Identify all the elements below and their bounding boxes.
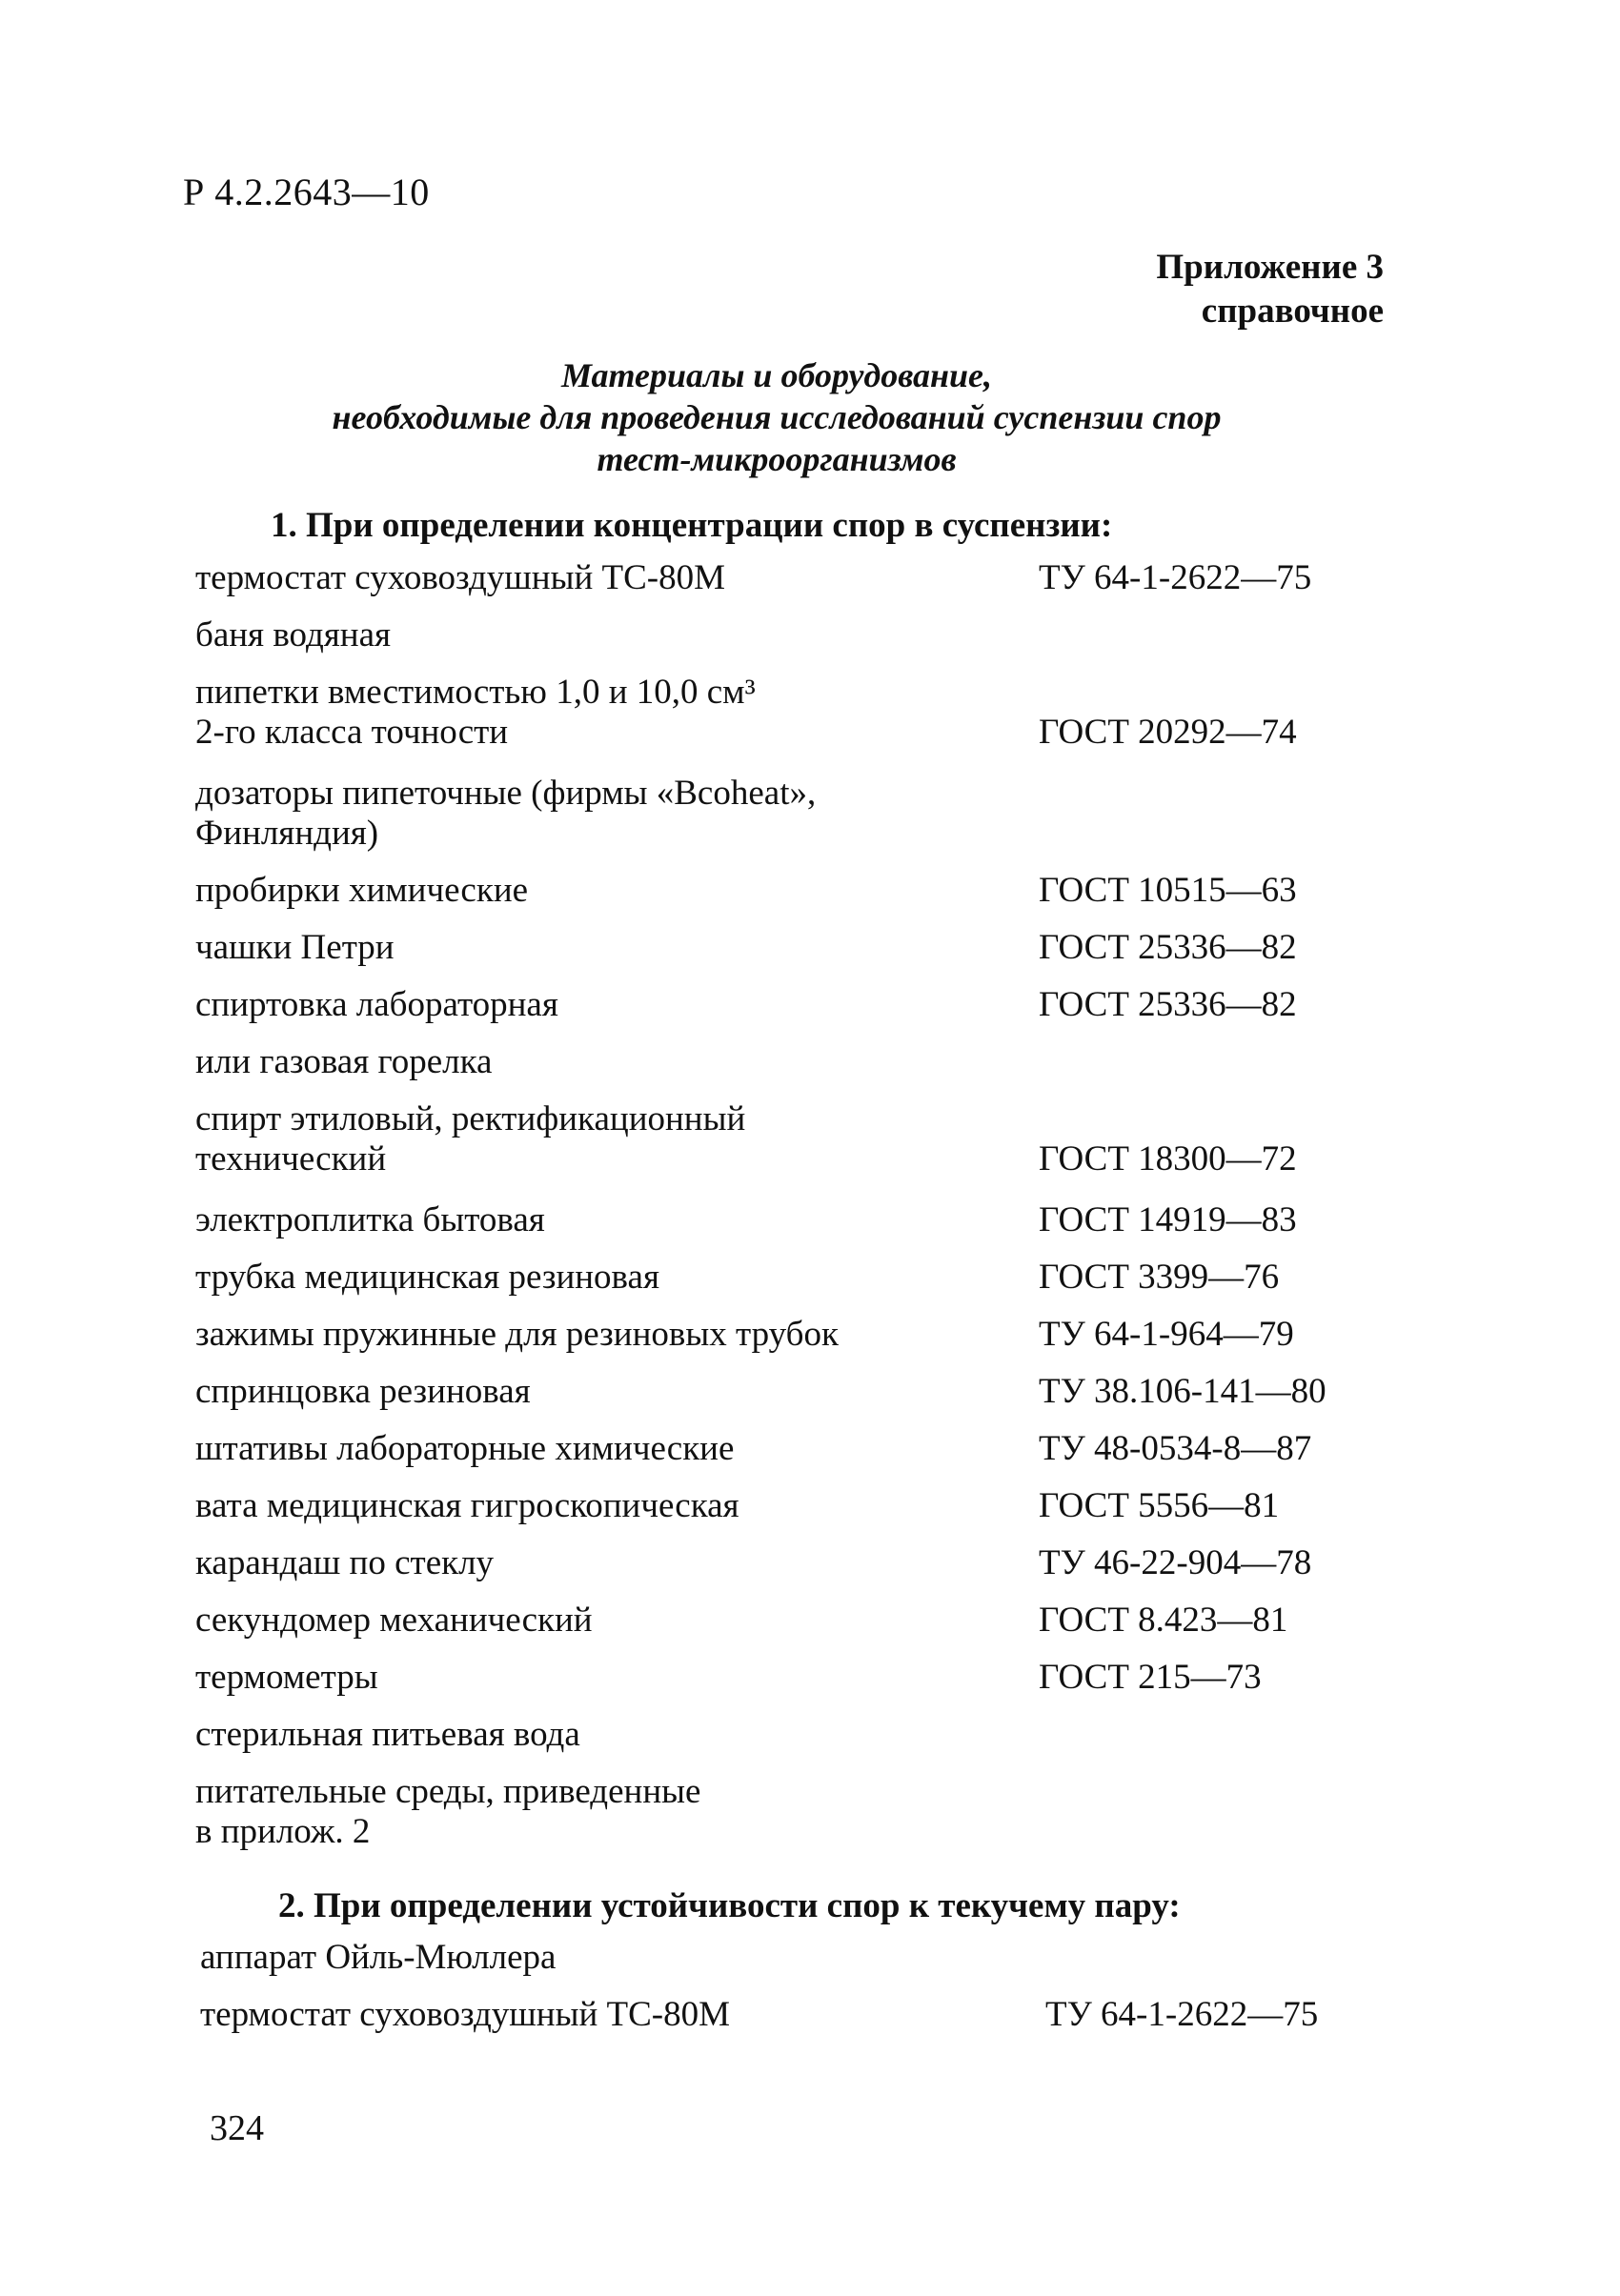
item-name-line: питательные среды, приведенные <box>195 1772 701 1811</box>
item-name <box>195 1658 378 1698</box>
item-name-line: зажимы пружинные для резиновых трубок <box>195 1315 839 1354</box>
item-name <box>195 1543 494 1583</box>
item-standard: ГОСТ 14919—83 <box>1039 1200 1297 1239</box>
item-name <box>195 928 395 968</box>
item-name <box>195 1315 839 1355</box>
item-name <box>195 1200 545 1240</box>
item-name-line: или газовая горелка <box>195 1042 493 1081</box>
item-name <box>200 1995 730 2035</box>
item-name-line: штативы лабораторные химические <box>195 1429 735 1468</box>
document-code: Р 4.2.2643—10 <box>183 171 430 213</box>
item-name <box>195 673 756 753</box>
item-name <box>195 1099 745 1179</box>
item-name <box>195 985 558 1025</box>
item-name <box>195 1715 580 1755</box>
item-name-line: спирт этиловый, ректификационный <box>195 1099 746 1138</box>
item-name-line: пипетки вместимостью 1,0 и 10,0 см³ <box>195 673 756 712</box>
item-name <box>195 558 725 598</box>
item-standard: ГОСТ 8.423—81 <box>1039 1601 1288 1640</box>
item-name <box>195 774 816 854</box>
item-name-line: трубка медицинская резиновая <box>195 1258 659 1297</box>
item-standard: ГОСТ 215—73 <box>1039 1658 1262 1697</box>
document-title <box>0 354 1553 480</box>
item-name-line: пробирки химические <box>195 871 529 910</box>
item-name-line: термометры <box>195 1658 378 1697</box>
item-name <box>195 1429 734 1469</box>
item-standard: ТУ 64-1-2622—75 <box>1039 558 1312 597</box>
item-name-line: аппарат Ойль-Мюллера <box>200 1938 557 1977</box>
title-line: Материалы и оборудование, <box>560 356 993 394</box>
item-name <box>195 1486 739 1526</box>
item-standard: ГОСТ 3399—76 <box>1039 1258 1280 1297</box>
item-name-line: в прилож. 2 <box>195 1812 371 1851</box>
item-name-line: спиртовка лабораторная <box>195 985 558 1024</box>
item-standard: ГОСТ 25336—82 <box>1039 985 1297 1024</box>
item-name <box>195 1258 659 1298</box>
title-line: тест-микроорганизмов <box>597 440 957 478</box>
item-name-line: 2-го класса точности <box>195 713 509 752</box>
item-standard: ГОСТ 25336—82 <box>1039 928 1297 967</box>
item-name-line: спринцовка резиновая <box>195 1372 531 1411</box>
item-standard: ГОСТ 10515—63 <box>1039 871 1297 910</box>
section-2-heading: 2. При определении устойчивости спор к текучему пару: <box>278 1886 1181 1925</box>
item-standard: ТУ 46-22-904—78 <box>1039 1543 1312 1582</box>
appendix-number: Приложение 3 <box>1156 248 1384 287</box>
page-number: 324 <box>210 2108 264 2148</box>
item-standard: ГОСТ 20292—74 <box>1039 713 1297 752</box>
item-name <box>195 1772 700 1852</box>
appendix-label <box>1156 246 1384 333</box>
item-standard: ГОСТ 18300—72 <box>1039 1139 1297 1178</box>
item-name-line: чашки Петри <box>195 928 395 967</box>
item-name-line: электроплитка бытовая <box>195 1200 545 1239</box>
item-name-line: термостат суховоздушный ТС-80М <box>195 558 726 597</box>
item-standard: ТУ 38.106-141—80 <box>1039 1372 1326 1411</box>
item-name-line: баня водяная <box>195 615 392 655</box>
item-name <box>195 615 391 655</box>
item-name-line: стерильная питьевая вода <box>195 1715 580 1754</box>
appendix-type: справочное <box>1201 292 1384 331</box>
item-name-line: вата медицинская гигроскопическая <box>195 1486 739 1525</box>
item-standard: ГОСТ 5556—81 <box>1039 1486 1280 1525</box>
item-name <box>200 1938 556 1978</box>
item-name-line: термостат суховоздушный ТС-80М <box>200 1995 731 2034</box>
item-name-line: карандаш по стеклу <box>195 1543 495 1582</box>
item-name <box>195 1042 492 1082</box>
item-standard: ТУ 64-1-2622—75 <box>1045 1995 1319 2034</box>
item-name <box>195 871 528 911</box>
title-line: необходимые для проведения исследований суспензии спор <box>332 398 1222 436</box>
item-name-line: секундомер механический <box>195 1601 593 1640</box>
item-name-line: технический <box>195 1139 387 1178</box>
section-1-heading: 1. При определении концентрации спор в суспензии: <box>271 506 1113 545</box>
item-name <box>195 1601 593 1641</box>
item-name-line: дозаторы пипеточные (фирмы «Bcoheat», <box>195 774 817 813</box>
item-standard: ТУ 48-0534-8—87 <box>1039 1429 1312 1468</box>
item-name <box>195 1372 531 1412</box>
item-standard: ТУ 64-1-964—79 <box>1039 1315 1294 1354</box>
item-name-line: Финляндия) <box>195 814 379 853</box>
